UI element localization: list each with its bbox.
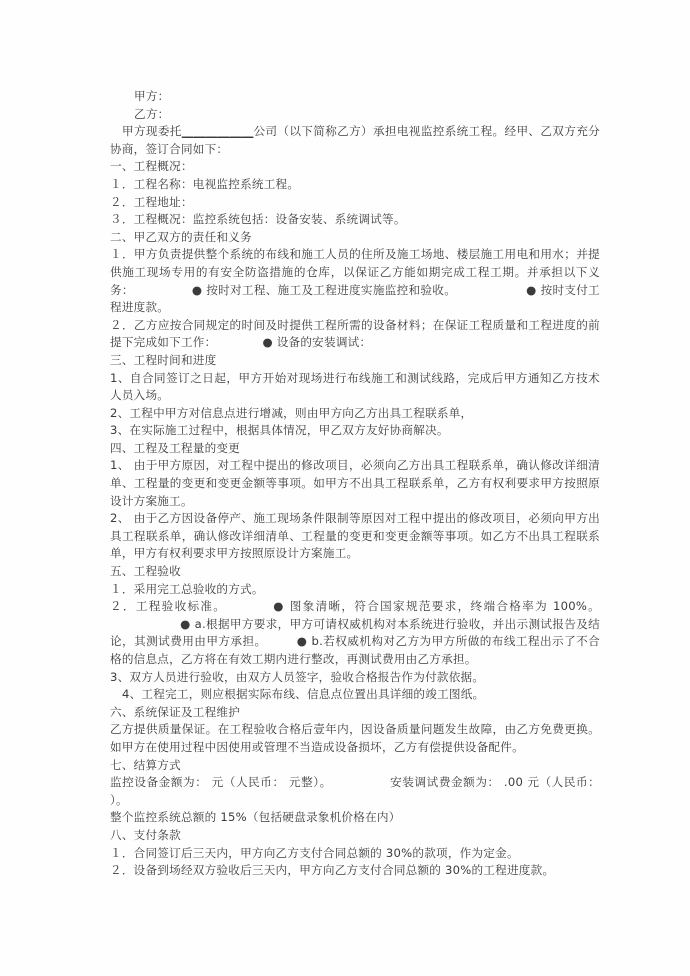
section-2-item-1-text: １．甲方负责提供整个系统的布线和施工人员的住所及施工场地、楼层施工用电和用水；并提供施工现场专用的有安全防盗措施的仓库，以保证乙方能如期完成工程工期。并承担以下义务：: [110, 247, 600, 297]
section-5-item-4: 4、工程完工，则应根据实际布线、信息点位置出具详细的竣工图纸。: [122, 687, 485, 702]
bullet-icon: ●: [262, 335, 277, 350]
section-4-heading: 四、工程及工程量的变更: [110, 440, 241, 455]
section-8-item-1: １．合同签订后三天内，甲方向乙方支付合同总额的 30%的款项，作为定金。: [110, 845, 519, 860]
bullet-icon: ●: [180, 616, 195, 631]
section-1-item-3: ３．工程概况：监控系统包括：设备安装、系统调试等。: [110, 212, 406, 227]
equipment-amount-text: 监控设备金额为： 元（人民币： 元整）。: [110, 775, 332, 790]
document-body: [110, 88, 600, 880]
section-1-item-1: １．工程名称：电视监控系统工程。: [110, 176, 300, 191]
section-7-amounts: [110, 774, 600, 809]
section-2-item-1: [110, 246, 600, 316]
section-1-item-2: ２．工程地址：: [110, 194, 193, 209]
section-2-item-2: [110, 317, 600, 352]
section-2-bullet-2: 按时支付工程进度款。: [110, 282, 601, 315]
party-a-line: 甲方：: [134, 89, 170, 103]
bullet-icon: ●: [296, 634, 312, 649]
section-6-heading: 六、系统保证及工程维护: [110, 704, 241, 719]
section-5-item-2: [110, 598, 600, 668]
bullet-icon: ●: [526, 282, 541, 297]
section-5-item-3: 3、双方人员进行验收，由双方人员签字，验收合格报告作为付款依据。: [110, 669, 485, 684]
section-8-heading: 八、支付条款: [110, 827, 181, 842]
section-2-bullet-3: 设备的安装调试：: [276, 335, 372, 350]
party-b-line: 乙方：: [134, 106, 170, 121]
section-2-heading: 二、甲乙双方的责任和义务: [110, 229, 252, 244]
preamble-paragraph: [110, 123, 600, 158]
section-5-standard-1: 图象清晰，符合国家规范要求，终端合格率为 100%。: [289, 599, 600, 614]
section-6-item-1: 乙方提供质量保证。在工程验收合格后壹年内，因设备质量问题发生故障，由乙方免费更换。如甲方在使用过程中因使用或管理不当造成设备损坏，乙方有偿提供设备配件。: [110, 722, 600, 754]
section-8-item-2: ２．设备到场经双方验收后三天内，甲方向乙方支付合同总额的 30%的工程进度款。: [110, 863, 555, 878]
company-name-blank: ＿＿＿＿＿＿: [181, 124, 254, 139]
section-7-heading: 七、结算方式: [110, 757, 181, 772]
bullet-icon: ●: [272, 599, 290, 614]
section-4-item-2: 2、 由于乙方因设备停产、施工现场条件限制等原因对工程中提出的修改项目，必须向甲方出具工程联系单，确认修改详细清单、工程量的变更和变更金额等事项。如乙方不出具工程联系单，甲方有权利要求甲方按照原设计方案施工。: [110, 511, 600, 561]
section-3-heading: 三、工程时间和进度: [110, 352, 217, 367]
section-5-standard-3: b.若权威机构对乙方为甲方所做的布线工程出示了不合格的信息点，乙方将在有效工期内进行整改，再测试费用由乙方承担。: [110, 634, 600, 666]
section-2-bullet-1: 按时对工程、施工及工程进度实施监控和验收。: [206, 282, 457, 297]
section-3-item-3: 3、在实际施工过程中，根据具体情况，甲乙双方友好协商解决。: [110, 423, 449, 438]
section-2-item-2-text: ２．乙方应按合同规定的时间及时提供工程所需的设备材料；在保证工程质量和工程进度的前提下完成如下工作：: [110, 317, 600, 350]
section-1-heading: 一、工程概况：: [110, 159, 193, 174]
section-5-item-1: １．采用完工总验收的方式。: [110, 581, 264, 596]
bullet-icon: ●: [191, 282, 207, 297]
section-7-total-note: 整个监控系统总额的 15%（包括硬盘录象机价格在内）: [110, 810, 401, 825]
section-4-item-1: 1、 由于甲方原因，对工程中提出的修改项目，必须向乙方出具工程联系单，确认修改详细清单、工程量的变更和变更金额等事项。如甲方不出具工程联系单，乙方有权利要求甲方按照原设计方案施工。: [110, 458, 600, 508]
installation-fee-text: 安装调试费金额为： .00 元（人民币： ）。: [110, 775, 601, 807]
preamble-lead: 甲方现委托: [122, 124, 182, 139]
preamble-tail: 公司（以下简称乙方）承担电视监控系统工程。经甲、乙双方充分协商，签订合同如下：: [110, 124, 600, 156]
section-5-item-2-text: ２．工程验收标准。: [110, 599, 227, 614]
section-5-standard-2: a.根据甲方要求，甲方可请权威机构对本系统进行验收，并出示测试报告及结论，其测试费用由甲方承担。: [110, 616, 600, 649]
section-3-item-2: 2、工程中甲方对信息点进行增减，则由甲方向乙方出具工程联系单，: [110, 405, 473, 420]
section-5-heading: 五、工程验收: [110, 564, 181, 579]
section-3-item-1: 1、自合同签订之日起，甲方开始对现场进行布线施工和测试线路，完成后甲方通知乙方技术人员入场。: [110, 370, 600, 403]
